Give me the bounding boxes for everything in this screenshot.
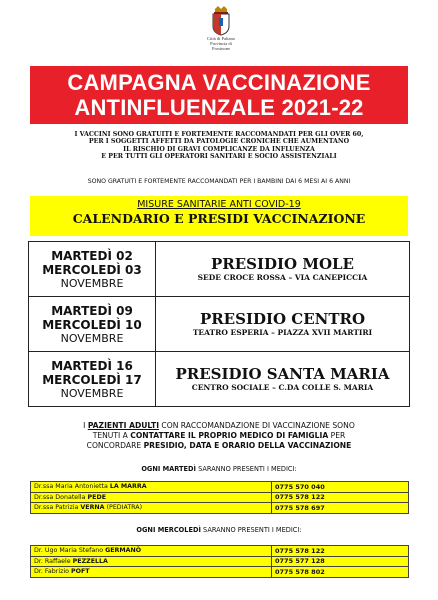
campaign-banner	[30, 66, 408, 124]
doctor-phone: 0775 578 122	[272, 492, 409, 503]
table-row	[31, 567, 409, 578]
table-row	[31, 503, 409, 514]
banner-line-2: ANTINFLUENZALE 2021-22	[74, 95, 364, 120]
calendar-dates	[29, 352, 156, 407]
notice-text: CONCORDARE	[86, 441, 144, 450]
tuesday-doctors-table	[30, 481, 409, 514]
city-logo	[201, 6, 241, 51]
date-tuesday: MARTEDÌ 16	[51, 358, 133, 373]
tuesday-heading-text: SARANNO PRESENTI I MEDICI:	[196, 465, 297, 473]
calendar-presidio	[156, 297, 410, 352]
date-tuesday: MARTEDÌ 02	[51, 248, 133, 263]
doctor-given-name: Dr.ssa Maria Antonietta	[34, 483, 110, 491]
coat-of-arms-icon	[210, 6, 232, 36]
doctor-surname: PEDE	[87, 493, 106, 501]
wednesday-heading	[30, 526, 408, 534]
city-name: Città di Paliano	[207, 36, 235, 41]
date-wednesday: MERCOLEDÌ 03	[42, 262, 142, 277]
tuesday-heading	[30, 465, 408, 473]
doctor-name	[31, 567, 272, 578]
wednesday-heading-text: SARANNO PRESENTI I MEDICI:	[200, 526, 302, 534]
doctor-given-name: Dr.ssa Donatella	[34, 493, 88, 501]
doctor-surname: VERNA	[80, 504, 105, 512]
doctor-given-name: Dr.ssa Patrizia	[34, 504, 81, 512]
doctor-name	[31, 503, 272, 514]
date-wednesday: MERCOLEDÌ 17	[42, 372, 142, 387]
notice-emphasis: PAZIENTI ADULTI	[87, 421, 160, 430]
doctor-given-name: Dr. Fabrizio	[34, 568, 72, 576]
intro-line: E PER TUTTI GLI OPERATORI SANITARI E SOCIO ASSISTENZIALI	[101, 153, 337, 161]
calendar-row	[29, 352, 410, 407]
doctor-given-name: Dr. Ugo Maria Stefano	[34, 547, 106, 555]
doctor-surname: GERMANÒ	[105, 547, 142, 555]
calendar-dates	[29, 242, 156, 297]
presidio-name: PRESIDIO CENTRO	[199, 310, 366, 328]
doctor-given-name: Dr. Raffaele	[34, 557, 73, 565]
notice-text: CON RACCOMANDAZIONE DI VACCINAZIONE SONO	[159, 421, 355, 430]
notice-text: PER	[328, 431, 346, 440]
calendar-row	[29, 297, 410, 352]
doctor-phone: 0775 570 040	[272, 482, 409, 493]
presidio-name: PRESIDIO SANTA MARIA	[175, 365, 390, 383]
table-row	[31, 482, 409, 493]
table-row	[31, 556, 409, 567]
wednesday-label: OGNI MERCOLEDÌ	[136, 526, 201, 534]
calendar-row	[29, 242, 410, 297]
doctor-phone: 0775 578 802	[272, 567, 409, 578]
intro-line: I VACCINI SONO GRATUITI E FORTEMENTE RACCOMANDATI PER GLI OVER 60,	[74, 131, 364, 138]
notice-text: I	[83, 421, 88, 430]
calendar-header	[30, 196, 408, 236]
date-month: NOVEMBRE	[60, 331, 124, 345]
presidio-name: PRESIDIO MOLE	[211, 255, 354, 273]
calendar-title: CALENDARIO E PRESIDI VACCINAZIONE	[72, 211, 366, 226]
notice-emphasis: PRESIDIO, DATA E ORARIO DELLA VACCINAZIONE	[143, 441, 352, 450]
doctor-phone: 0775 577 128	[272, 556, 409, 567]
doctor-name	[31, 556, 272, 567]
banner-line-1: CAMPAGNA VACCINAZIONE	[67, 70, 371, 95]
calendar-presidio	[156, 352, 410, 407]
doctor-name	[31, 492, 272, 503]
doctor-phone: 0775 578 122	[272, 546, 409, 557]
calendar-table	[28, 241, 410, 407]
doctor-phone: 0775 578 697	[272, 503, 409, 514]
table-row	[31, 546, 409, 557]
presidio-address: CENTRO SOCIALE – C.DA COLLE S. MARIA	[191, 383, 374, 392]
date-tuesday: MARTEDÌ 09	[51, 303, 133, 318]
calendar-dates	[29, 297, 156, 352]
doctor-surname: PEZZELLA	[72, 557, 108, 565]
doctor-surname: LA MARRA	[109, 483, 147, 491]
intro-line: PER I SOGGETTI AFFETTI DA PATOLOGIE CRONICHE CHE AUMENTANO	[88, 138, 350, 146]
province-name: Provincia di Frosinone	[210, 41, 232, 51]
date-wednesday: MERCOLEDÌ 10	[42, 317, 142, 332]
intro-line: IL RISCHIO DI GRAVI COMPLICANZE DA INFLUENZA	[123, 145, 315, 153]
doctor-surname: POFT	[71, 568, 90, 576]
notice-text: TENUTI A	[92, 431, 131, 440]
wednesday-doctors-table	[30, 545, 409, 578]
calendar-presidio	[156, 242, 410, 297]
date-month: NOVEMBRE	[60, 276, 124, 290]
presidio-address: SEDE CROCE ROSSA – VIA CANEPICCIA	[197, 273, 368, 282]
intro-text	[34, 131, 404, 161]
tuesday-label: OGNI MARTEDÌ	[141, 465, 196, 473]
adult-patients-notice	[34, 421, 404, 451]
doctor-note: (PEDIATRA)	[104, 504, 143, 512]
notice-emphasis: CONTATTARE IL PROPRIO MEDICO DI FAMIGLIA	[130, 431, 329, 440]
doctor-name	[31, 482, 272, 493]
doctor-name	[31, 546, 272, 557]
table-row	[31, 492, 409, 503]
kids-recommendation: SONO GRATUITI E FORTEMENTE RACCOMANDATI PER I BAMBINI DAI 6 MESI AI 6 ANNI	[87, 178, 351, 185]
covid-measures: MISURE SANITARIE ANTI COVID-19	[137, 199, 301, 210]
presidio-address: TEATRO ESPERIA – PIAZZA XVII MARTIRI	[192, 328, 373, 337]
date-month: NOVEMBRE	[60, 386, 124, 400]
